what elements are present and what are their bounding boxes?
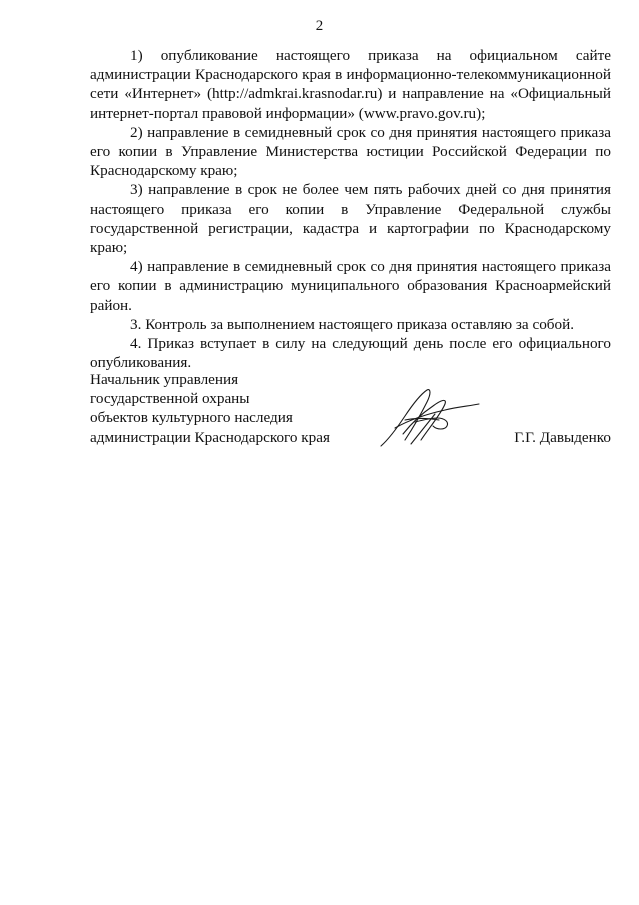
paragraph-federal-service: 3) направление в срок не более чем пять рабочих дней со дня принятия настоящего приказа его копии в Управление Федеральной службы государственной регистрации, кадастра и картографии по Краснодарскому краю;	[90, 181, 611, 257]
paragraph-municipality: 4) направление в семидневный срок со дня принятия настоящего приказа его копии в администрацию муниципального образования Красноармейский район.	[90, 258, 611, 314]
signer-position-line: государственной охраны	[90, 390, 250, 408]
signer-position	[90, 370, 370, 447]
paragraph-control: 3. Контроль за выполнением настоящего приказа оставляю за собой.	[130, 315, 575, 333]
paragraph-publication: 1) опубликование настоящего приказа на официальном сайте администрации Краснодарского края в информационно-телекоммуникационной сети «Интернет» (http://admkrai.krasnodar.ru) и направление на «Официальный интернет-портал правовой информации» (www.pravo.gov.ru);	[90, 47, 611, 122]
signature-block	[90, 370, 611, 450]
paragraph-ministry-justice: 2) направление в семидневный срок со дня принятия настоящего приказа его копии в Управление Министерства юстиции Российской Федерации по Краснодарскому краю;	[90, 123, 611, 180]
handwritten-signature	[375, 384, 485, 450]
signer-position-line: объектов культурного наследия	[90, 409, 293, 427]
signer-name: Г.Г. Давыденко	[514, 428, 611, 446]
signer-position-line: администрации Краснодарского края	[90, 428, 330, 446]
paragraph-effective-date: 4. Приказ вступает в силу на следующий день после его официального опубликования.	[90, 335, 611, 372]
signer-position-line: Начальник управления	[90, 371, 239, 388]
page-number: 2	[315, 18, 324, 34]
document-body	[90, 46, 611, 372]
